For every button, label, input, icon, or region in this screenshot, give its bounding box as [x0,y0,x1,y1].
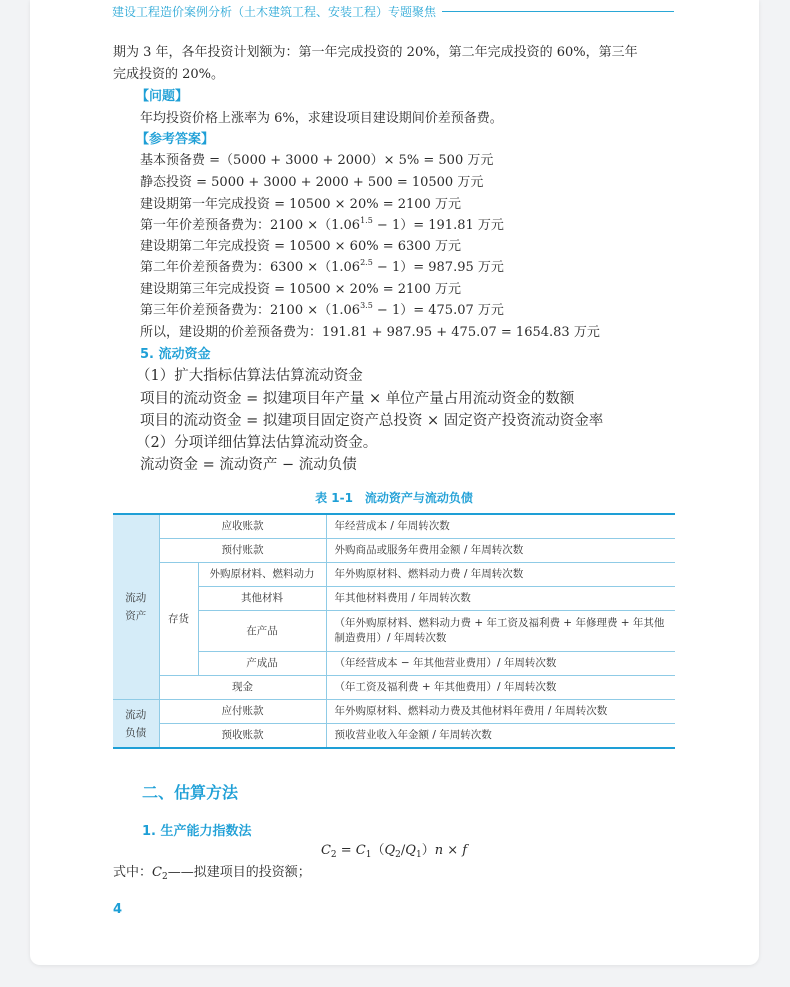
body-line: （1）扩大指标估算法估算流动资金 [136,368,363,384]
subscript: 1 [365,850,372,860]
answer-line [140,216,504,236]
table-row [113,514,675,539]
section-heading: 5. 流动资金 [140,347,211,362]
header-rule [442,11,674,12]
item-cell: 应付账款 [159,700,326,724]
page-number: 4 [113,902,123,917]
var: C [152,865,162,880]
answer-text: − 1）= 191.81 万元 [372,218,504,233]
var: Q [384,843,396,858]
item-cell: 其他材料 [198,587,326,611]
op: / [400,843,406,858]
table-row [113,652,675,676]
where-label: 式中： [113,865,153,880]
item-cell: 应收账款 [159,514,326,539]
table-row [113,676,675,700]
question-text: 年均投资价格上涨率为 6%，求建设项目建设期间价差预备费。 [140,111,503,126]
formula-line: （年外购原材料、燃料动力费 + 年工资及福利费 + 年修理费 + 年其他 [334,617,665,629]
subscript: 1 [415,850,422,860]
group-label: 流动资产 [125,592,147,622]
question-heading: 【问题】 [136,89,189,104]
formula-cell: 年其他材料费用 / 年周转次数 [326,587,675,611]
answer-text: 第一年价差预备费为：2100 ×（1.06 [140,218,361,233]
paragraph-line: 完成投资的 20%。 [113,67,225,82]
answer-line: 静态投资 = 5000 + 3000 + 2000 + 500 = 10500 万元 [140,175,484,190]
formula-cell: 年经营成本 / 年周转次数 [326,514,675,539]
body-line: 项目的流动资金 = 拟建项目固定资产总投资 × 固定资产投资流动资金率 [140,413,604,429]
formula-cell: 年外购原材料、燃料动力费 / 年周转次数 [326,563,675,587]
subsection-heading: 1. 生产能力指数法 [142,824,252,839]
item-cell: 外购原材料、燃料动力 [198,563,326,587]
group-label: 流动负债 [125,708,147,739]
answer-line [140,301,504,321]
inventory-cell: 存货 [159,563,198,676]
formula-cell [326,611,675,652]
formula-cell: （年工资及福利费 + 年其他费用）/ 年周转次数 [326,676,675,700]
where-text: ——拟建项目的投资额； [167,865,311,880]
exponent: 1.5 [360,216,373,225]
formula-cell: 年外购原材料、燃料动力费及其他材料年费用 / 年周转次数 [326,700,675,724]
item-cell: 预收账款 [159,724,326,749]
answer-line [140,258,504,278]
answer-line: 建设期第二年完成投资 = 10500 × 60% = 6300 万元 [140,239,461,254]
answer-line: 基本预备费 =（5000 + 3000 + 2000）× 5% = 500 万元 [140,153,494,168]
answer-text: − 1）= 475.07 万元 [372,303,504,318]
table-caption: 表 1-1 流动资产与流动负债 [315,491,473,505]
formula-explanation [113,863,311,883]
table-row [113,700,675,724]
answer-text: 第三年价差预备费为：2100 ×（1.06 [140,303,361,318]
capacity-index-formula [113,841,675,861]
op: ） [421,843,435,858]
item-cell: 现金 [159,676,326,700]
table-row [113,539,675,563]
body-line: 项目的流动资金 = 拟建项目年产量 × 单位产量占用流动资金的数额 [140,391,575,407]
formula-cell: （年经营成本 − 年其他营业费用）/ 年周转次数 [326,652,675,676]
body-line: （2）分项详细估算法估算流动资金。 [136,435,378,451]
current-assets-table [113,513,675,749]
header-title: 建设工程造价案例分析（土木建筑工程、安装工程）专题聚焦 [112,4,437,19]
item-cell: 预付账款 [159,539,326,563]
table-row [113,724,675,749]
answer-text: 第二年价差预备费为：6300 ×（1.06 [140,260,361,275]
table-row [113,587,675,611]
answer-line: 建设期第一年完成投资 = 10500 × 20% = 2100 万元 [140,197,461,212]
answer-heading: 【参考答案】 [136,132,215,147]
table-row [113,611,675,652]
section-2-heading: 二、估算方法 [142,783,239,802]
table-row [113,563,675,587]
answer-line: 所以，建设期的价差预备费为：191.81 + 987.95 + 475.07 = 1654.83 万元 [140,325,600,340]
group-cell-liabilities [113,700,159,749]
subscript: 2 [161,872,168,882]
exponent: 3.5 [360,301,373,310]
paragraph-line: 期为 3 年，各年投资计划额为：第一年完成投资的 20%，第二年完成投资的 60%，第三年 [113,45,638,60]
answer-line: 建设期第三年完成投资 = 10500 × 20% = 2100 万元 [140,282,461,297]
var: C [320,843,331,858]
item-cell: 在产品 [198,611,326,652]
subscript: 2 [330,850,337,860]
formula-line: 制造费用）/ 年周转次数 [334,632,447,644]
var: Q [405,843,416,858]
exponent: 2.5 [360,258,373,267]
item-cell: 产成品 [198,652,326,676]
running-header [112,2,674,20]
subscript: 2 [395,850,401,860]
var: n × f [434,843,468,858]
formula-cell: 外购商品或服务年费用金额 / 年周转次数 [326,539,675,563]
op: （ [371,843,385,858]
formula-cell: 预收营业收入年金额 / 年周转次数 [326,724,675,749]
var: C [355,843,366,858]
group-cell-assets [113,514,159,700]
op: = [336,843,356,858]
answer-text: − 1）= 987.95 万元 [372,260,504,275]
body-line: 流动资金 = 流动资产 − 流动负债 [140,457,357,473]
